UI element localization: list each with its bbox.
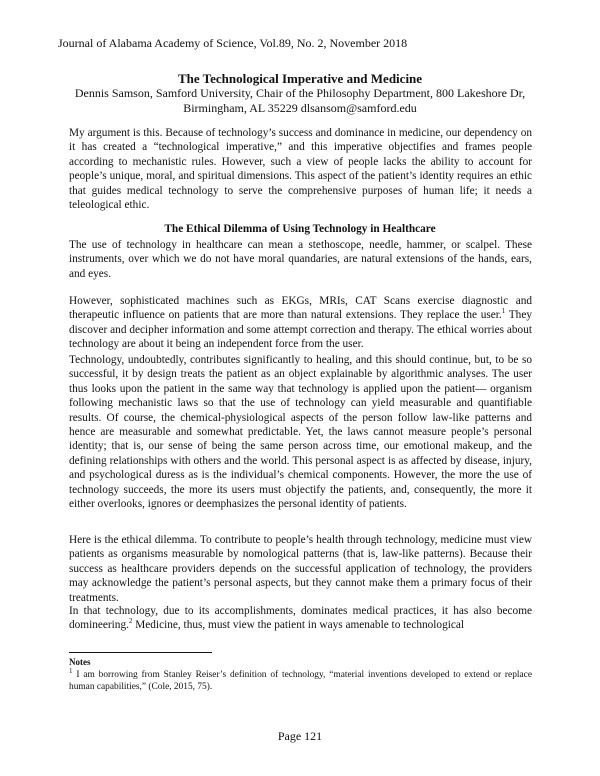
intro-paragraph: My argument is this. Because of technology’s success and dominance in medicine, our dependency on it has created a “technological imperative,” and this imperative objectifies and frames people according to mechanistic rules. However, such a view of people lacks the ability to account for people’s unique, moral, and spiritual dimensions. This aspect of the patient’s identity requires an ethic that guides medical technology to serve the comprehensive purposes of human life; it needs a teleological ethic. — [69, 127, 532, 212]
paragraph-5-text-a: In that technology, due to its accomplishments, dominates medical practices, it has also become domineering. — [69, 605, 532, 632]
paragraph-5 — [69, 604, 532, 633]
paragraph-2-text-a: However, sophisticated machines such as EKGs, MRIs, CAT Scans exercise diagnostic and therapeutic influence on patients that are more than natural extensions. They replace the user. — [69, 295, 532, 322]
paragraph-3: Technology, undoubtedly, contributes significantly to healing, and this should continue, but, to be so successful, it by design treats the patient as an object explainable by algorithmic analyses. The user thus looks upon the patient in the same way that technology is applied upon the patient— organism following mechanistic laws so that the use of technology can yield measurable and quantifiable results. Of course, the chemical-physiological aspects of the person follow law-like patterns and hence are measurable and somewhat predictable. Yet, the laws cannot measure people’s personal identity; that is, our sense of being the same person across time, our emotional makeup, and the defining relationships with others and the world. This personal aspect is as affected by disease, injury, and psychological duress as is the individual’s chemical components. However, the more the use of technology succeeds, the more its users must objectify the patients, and, consequently, the more it either overlooks, ignores or deemphasizes the personal identity of patients. — [69, 354, 532, 511]
page-number: Page 121 — [277, 729, 323, 743]
footnote-ref-2: 2 — [128, 617, 133, 626]
paragraph-5-text-b: Medicine, thus, must view the patient in ways amenable to technological — [132, 619, 465, 632]
author-affiliation: Dennis Samson, Samford University, Chair of the Philosophy Department, 800 Lakeshore Dr, — [74, 86, 526, 100]
footnote-ref-1: 1 — [501, 307, 506, 316]
notes-label: Notes — [69, 657, 91, 667]
footnote-divider — [69, 652, 212, 653]
footnote-1 — [69, 666, 532, 693]
section-heading: The Ethical Dilemma of Using Technology in Healthcare — [164, 223, 436, 235]
author-address: Birmingham, AL 35229 dlsansom@samford.edu — [183, 101, 417, 115]
paragraph-2 — [69, 294, 532, 352]
article-title: The Technological Imperative and Medicine — [177, 71, 423, 86]
footnote-1-text: I am borrowing from Stanley Reiser’s definition of technology, “material inventions developed to extend or replace human capabilities,” (Cole, 2015, 75). — [69, 670, 532, 692]
journal-header: Journal of Alabama Academy of Science, Vol.89, No. 2, November 2018 — [58, 36, 408, 50]
paragraph-2-text-b: They discover and decipher information and some attempt correction and therapy. The ethical worries about technology are about it being an independent force from the user. — [69, 309, 532, 351]
author-block — [60, 86, 540, 116]
paragraph-4: Here is the ethical dilemma. To contribute to people’s health through technology, medicine must view patients as organisms measurable by nomological patterns (that is, law-like patterns). Because their success as healthcare providers depends on the successful application of technology, the providers may acknowledge the patient’s personal aspects, but they cannot make them a primary focus of their treatments. — [69, 534, 532, 604]
footnote-1-marker: 1 — [69, 666, 73, 675]
paragraph-1: The use of technology in healthcare can mean a stethoscope, needle, hammer, or scalpel. These instruments, over which we do not have moral quandaries, are natural extensions of the hands, ears, and eyes. — [69, 239, 532, 280]
